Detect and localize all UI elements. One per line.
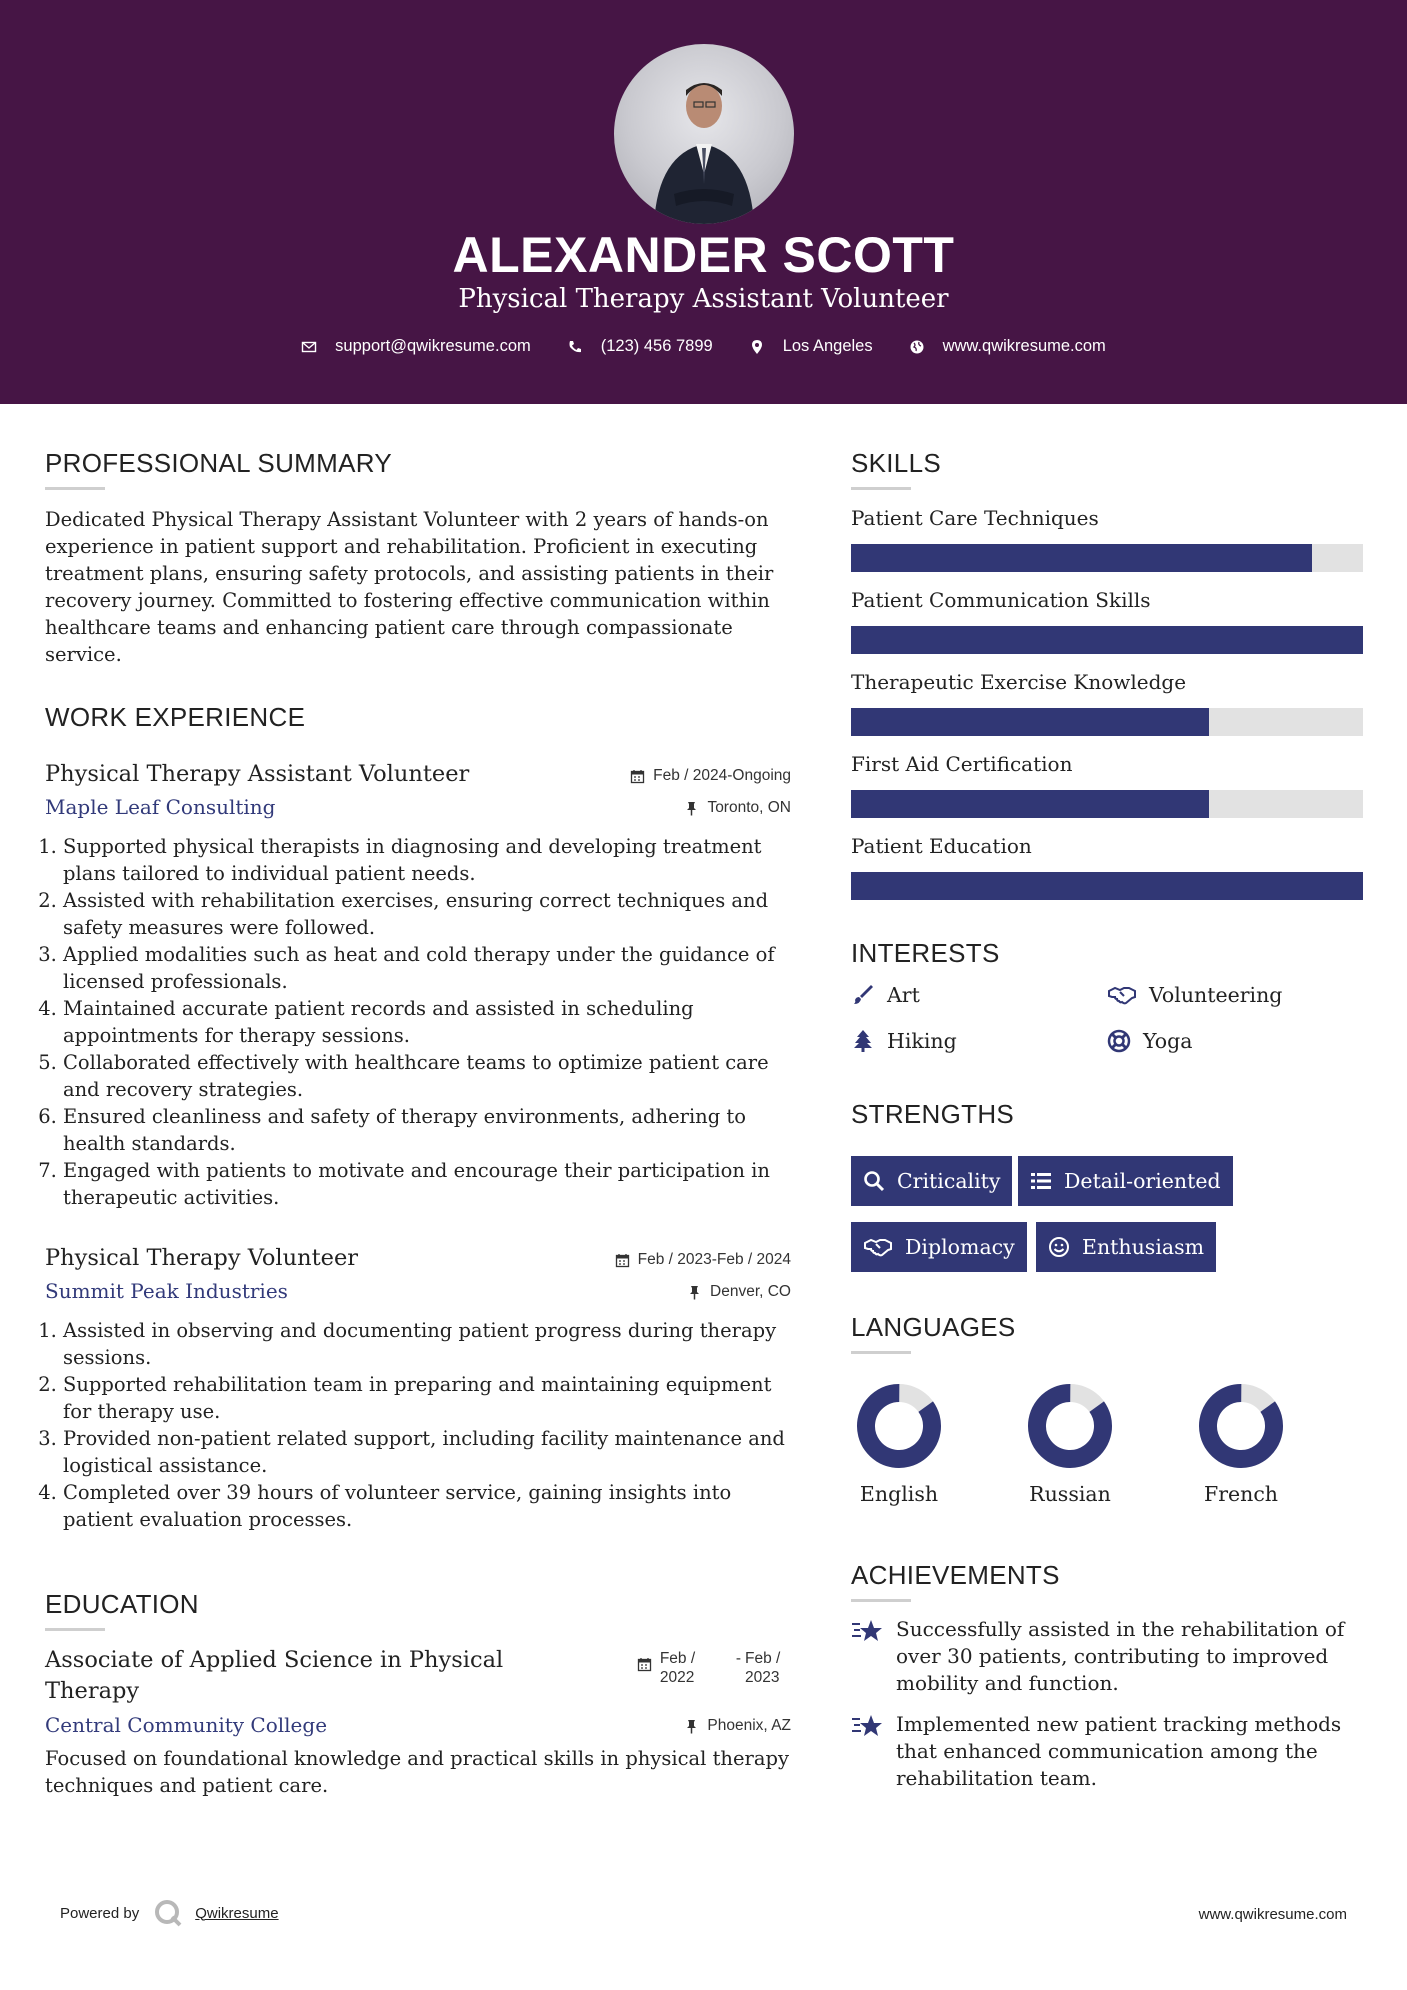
strength-chip xyxy=(851,1222,1027,1272)
degree-title: Associate of Applied Science in Physical Therapy xyxy=(45,1647,504,1704)
achievement-text: Implemented new patient tracking methods that enhanced communication among the rehabilitation team. xyxy=(896,1712,1342,1790)
handshake-icon xyxy=(1107,983,1137,1007)
language-label: English xyxy=(859,1482,939,1506)
strength-chip xyxy=(1036,1222,1216,1272)
job-header xyxy=(45,1245,791,1271)
achievement-item xyxy=(851,1711,1363,1792)
right-column xyxy=(851,448,1363,1792)
award-star-icon xyxy=(851,1618,883,1646)
interest-item xyxy=(1107,983,1282,1007)
list-icon xyxy=(1030,1170,1052,1192)
education-subheader xyxy=(45,1713,791,1737)
experience-heading: WORK EXPERIENCE xyxy=(45,702,306,732)
candidate-title: Physical Therapy Assistant Volunteer xyxy=(458,284,949,314)
job-dates xyxy=(630,767,791,785)
lifebuoy-icon xyxy=(1107,1029,1131,1053)
education-description: Focused on foundational knowledge and practical skills in physical therapy techniques and patient care. xyxy=(45,1747,789,1797)
education-header xyxy=(45,1645,791,1707)
tree-icon xyxy=(851,1029,875,1053)
list-item: 2. Supported rehabilitation team in preparing and maintaining equipment for therapy use. xyxy=(63,1371,791,1425)
job-title: Physical Therapy Volunteer xyxy=(45,1245,359,1271)
skill-item xyxy=(851,588,1363,654)
languages-heading: LANGUAGES xyxy=(851,1312,1016,1342)
summary-heading: PROFESSIONAL SUMMARY xyxy=(45,448,392,478)
person-photo-icon xyxy=(614,44,794,224)
language-donut xyxy=(1026,1382,1114,1470)
list-item: 2. Assisted with rehabilitation exercises, ensuring correct techniques and safety measures were followed. xyxy=(63,887,791,941)
list-item: 4. Completed over 39 hours of volunteer service, gaining insights into patient evaluation processes. xyxy=(63,1479,791,1533)
skills-list xyxy=(851,506,1363,900)
job-bullets xyxy=(45,1317,791,1533)
job-location xyxy=(687,1283,791,1301)
envelope-icon xyxy=(301,339,317,355)
pushpin-icon xyxy=(684,1719,699,1734)
interests-section xyxy=(851,938,1363,1075)
skill-label: Therapeutic Exercise Knowledge xyxy=(851,670,1187,694)
job-location-text: Denver, CO xyxy=(710,1283,791,1300)
footer-powered-by xyxy=(60,1898,279,1928)
list-item: 1. Assisted in observing and documenting patient progress during therapy sessions. xyxy=(63,1317,791,1371)
list-item: 3. Applied modalities such as heat and cold therapy under the guidance of licensed professionals. xyxy=(63,941,791,995)
job-subheader xyxy=(45,795,791,819)
job-dates xyxy=(615,1251,791,1269)
language-item xyxy=(1000,1382,1140,1506)
skills-section xyxy=(851,448,1363,900)
education-end-date: Feb / 2023 xyxy=(745,1650,781,1686)
handshake-icon xyxy=(863,1236,893,1258)
heading-underline xyxy=(851,1599,911,1602)
job-subheader xyxy=(45,1279,791,1303)
company-name: Maple Leaf Consulting xyxy=(45,795,276,819)
job-location-text: Toronto, ON xyxy=(707,799,791,816)
education-dates xyxy=(637,1649,791,1687)
summary-section xyxy=(45,448,791,668)
job-header xyxy=(45,761,791,787)
skills-heading: SKILLS xyxy=(851,448,941,478)
strengths-section xyxy=(851,1099,1363,1286)
smile-icon xyxy=(1048,1236,1070,1258)
calendar-icon xyxy=(637,1657,652,1672)
qwikresume-logo-icon xyxy=(153,1898,183,1928)
language-label: French xyxy=(1203,1482,1279,1506)
interest-item xyxy=(1107,1029,1192,1053)
skill-bar-fill xyxy=(851,708,1209,736)
skill-item xyxy=(851,506,1363,572)
interest-label: Hiking xyxy=(887,1029,957,1053)
heading-underline xyxy=(851,487,911,490)
brand-link[interactable]: Qwikresume xyxy=(195,1904,279,1922)
education-location xyxy=(684,1717,791,1735)
achievement-item xyxy=(851,1616,1363,1697)
list-item: 6. Ensured cleanliness and safety of therapy environments, adhering to health standards. xyxy=(63,1103,791,1157)
language-donut xyxy=(1197,1382,1285,1470)
skill-bar-fill xyxy=(851,544,1312,572)
location-text: Los Angeles xyxy=(782,337,873,355)
language-item xyxy=(829,1382,969,1506)
interests-grid xyxy=(851,983,1363,1075)
job-dates-text: Feb / 2024-Ongoing xyxy=(653,767,791,784)
list-item: 7. Engaged with patients to motivate and encourage their participation in therapeutic activities. xyxy=(63,1157,791,1211)
map-pin-icon xyxy=(749,339,765,355)
powered-by-text: Powered by xyxy=(60,1904,140,1922)
interest-label: Yoga xyxy=(1143,1029,1193,1053)
education-location-text: Phoenix, AZ xyxy=(707,1717,791,1734)
skill-item xyxy=(851,834,1363,900)
interest-item xyxy=(851,1029,957,1053)
achievements-heading: ACHIEVEMENTS xyxy=(851,1560,1060,1590)
interest-label: Volunteering xyxy=(1149,983,1283,1007)
heading-underline xyxy=(45,1628,105,1631)
skill-item xyxy=(851,670,1363,736)
language-donut-arc xyxy=(1197,1382,1285,1470)
list-item: 3. Provided non-patient related support, including facility maintenance and logistical assistance. xyxy=(63,1425,791,1479)
strengths-heading: STRENGTHS xyxy=(851,1099,1015,1129)
email-text: support@qwikresume.com xyxy=(335,337,531,355)
contact-email[interactable] xyxy=(301,337,531,356)
strength-label: Criticality xyxy=(897,1169,1001,1193)
skill-bar xyxy=(851,626,1363,654)
list-item: 5. Collaborated effectively with healthcare teams to optimize patient care and recovery strategies. xyxy=(63,1049,791,1103)
strength-label: Enthusiasm xyxy=(1082,1235,1205,1259)
footer-website[interactable]: www.qwikresume.com xyxy=(1198,1906,1347,1923)
resume-header xyxy=(0,0,1407,404)
skill-label: Patient Education xyxy=(851,834,1032,858)
skill-bar xyxy=(851,872,1363,900)
interest-item xyxy=(851,983,920,1007)
education-start-date: Feb / 2022 xyxy=(659,1650,696,1686)
skill-item xyxy=(851,752,1363,818)
skill-bar-fill xyxy=(851,872,1363,900)
list-item: 4. Maintained accurate patient records and assisted in scheduling appointments for therapy sessions. xyxy=(63,995,791,1049)
date-separator: - xyxy=(735,1650,741,1667)
job-location xyxy=(684,799,791,817)
calendar-icon xyxy=(615,1253,630,1268)
interest-label: Art xyxy=(887,983,920,1007)
pushpin-icon xyxy=(684,801,699,816)
skill-label: Patient Care Techniques xyxy=(851,506,1099,530)
strength-label: Detail-oriented xyxy=(1064,1169,1221,1193)
experience-section xyxy=(45,702,791,1533)
profile-photo xyxy=(614,44,794,224)
language-donut-arc xyxy=(1026,1382,1114,1470)
language-donut-arc xyxy=(855,1382,943,1470)
education-heading: EDUCATION xyxy=(45,1589,199,1619)
skill-bar-fill xyxy=(851,626,1363,654)
achievements-section xyxy=(851,1560,1363,1792)
phone-icon xyxy=(567,339,583,355)
strength-chip xyxy=(1018,1156,1233,1206)
language-item xyxy=(1171,1382,1311,1506)
heading-underline xyxy=(45,487,105,490)
school-name: Central Community College xyxy=(45,1713,328,1737)
job-entry xyxy=(45,761,791,1211)
phone-text: (123) 456 7899 xyxy=(600,337,713,355)
job-bullets xyxy=(45,833,791,1211)
contact-website[interactable] xyxy=(909,337,1106,356)
languages-section xyxy=(851,1312,1363,1532)
award-star-icon xyxy=(851,1713,883,1741)
interests-heading: INTERESTS xyxy=(851,938,1000,968)
language-donut xyxy=(855,1382,943,1470)
globe-icon xyxy=(909,339,925,355)
company-name: Summit Peak Industries xyxy=(45,1279,288,1303)
job-title: Physical Therapy Assistant Volunteer xyxy=(45,761,470,787)
heading-underline xyxy=(851,1351,911,1354)
skill-label: Patient Communication Skills xyxy=(851,588,1151,612)
pushpin-icon xyxy=(687,1285,702,1300)
search-icon xyxy=(863,1170,885,1192)
language-label: Russian xyxy=(1029,1482,1111,1506)
job-entry xyxy=(45,1245,791,1533)
left-column xyxy=(45,448,791,1799)
summary-text: Dedicated Physical Therapy Assistant Volunteer with 2 years of hands-on experience in patient support and rehabilitation. Proficient in executing treatment plans, ensuring safety protocols, and assisting patients in their recovery journey. Committed to fostering effective communication within healthcare teams and enhancing patient care through compassionate service. xyxy=(45,508,774,666)
calendar-icon xyxy=(630,769,645,784)
skill-bar xyxy=(851,790,1363,818)
skill-bar-fill xyxy=(851,790,1209,818)
languages-row xyxy=(851,1382,1363,1532)
skill-bar xyxy=(851,708,1363,736)
contact-bar xyxy=(0,337,1407,356)
contact-phone[interactable] xyxy=(567,337,713,356)
achievement-text: Successfully assisted in the rehabilitation of over 30 patients, contributing to improved mobility and function. xyxy=(896,1617,1345,1695)
paintbrush-icon xyxy=(851,983,875,1007)
skill-label: First Aid Certification xyxy=(851,752,1073,776)
website-text: www.qwikresume.com xyxy=(942,337,1106,355)
candidate-name: ALEXANDER SCOTT xyxy=(452,227,955,283)
strength-chip xyxy=(851,1156,1012,1206)
education-section xyxy=(45,1589,791,1799)
strength-label: Diplomacy xyxy=(905,1235,1015,1259)
job-dates-text: Feb / 2023-Feb / 2024 xyxy=(637,1251,791,1268)
list-item: 1. Supported physical therapists in diagnosing and developing treatment plans tailored to individual patient needs. xyxy=(63,833,791,887)
strengths-chips xyxy=(851,1156,1363,1286)
skill-bar xyxy=(851,544,1363,572)
contact-location xyxy=(749,337,873,356)
